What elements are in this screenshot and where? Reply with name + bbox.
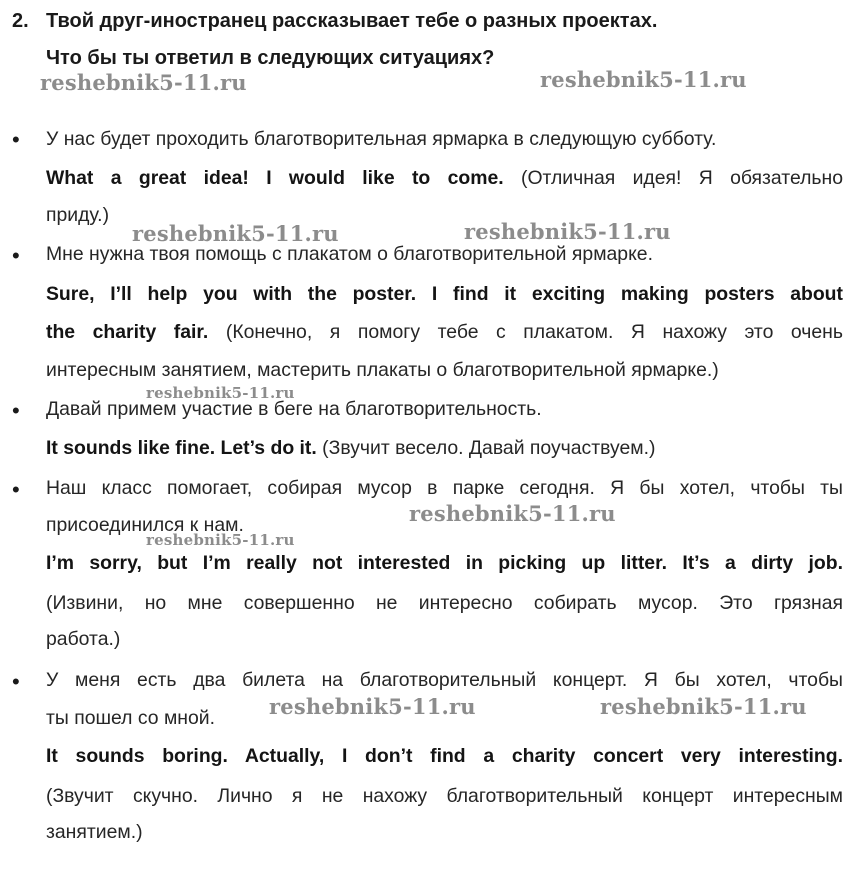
item-4-statement-b: присоединился к нам. bbox=[46, 514, 244, 536]
item-3-translation: (Звучит весело. Давай поучаствуем.) bbox=[316, 437, 656, 459]
item-2-answer-en-b: the charity fair. bbox=[46, 321, 209, 343]
item-5-statement-a: У меня есть два билета на благотворительный концерт. Я бы хотел, чтобы bbox=[46, 669, 843, 691]
item-2-answer-line-2 bbox=[46, 320, 843, 344]
task-number: 2. bbox=[12, 10, 29, 32]
bullet-1: • bbox=[12, 127, 20, 152]
item-5-translation-b: занятием.) bbox=[46, 821, 143, 843]
item-4-statement-a: Наш класс помогает, собирая мусор в парке сегодня. Я бы хотел, чтобы ты bbox=[46, 477, 843, 499]
item-1-answer-line-1 bbox=[46, 166, 843, 190]
item-3-answer-line bbox=[46, 436, 843, 460]
watermark: reshebnik5-11.ru bbox=[269, 694, 476, 719]
task-heading-line-1: Твой друг-иностранец рассказывает тебе о разных проектах. bbox=[46, 10, 658, 32]
item-4-answer-en: I’m sorry, but I’m really not interested in picking up litter. It’s a dirty job. bbox=[46, 552, 843, 574]
item-5-answer-en: It sounds boring. Actually, I don’t find a charity concert very interesting. bbox=[46, 745, 843, 767]
watermark: reshebnik5-11.ru bbox=[146, 531, 295, 549]
item-5-statement-b: ты пошел со мной. bbox=[46, 707, 216, 729]
bullet-4: • bbox=[12, 477, 20, 502]
watermark: reshebnik5-11.ru bbox=[600, 694, 807, 719]
item-2-statement: Мне нужна твоя помощь с плакатом о благотворительной ярмарке. bbox=[46, 243, 653, 265]
item-4-translation-b: работа.) bbox=[46, 628, 121, 650]
bullet-5: • bbox=[12, 669, 20, 694]
watermark: reshebnik5-11.ru bbox=[540, 67, 747, 92]
item-1-statement: У нас будет проходить благотворительная ярмарка в следующую субботу. bbox=[46, 128, 717, 150]
watermark: reshebnik5-11.ru bbox=[464, 219, 671, 244]
item-1-translation-a: (Отличная идея! Я обязательно bbox=[503, 167, 843, 189]
watermark: reshebnik5-11.ru bbox=[409, 501, 616, 526]
item-2-translation-b: интересным занятием, мастерить плакаты о благотворительной ярмарке.) bbox=[46, 359, 719, 381]
item-2-answer-line-1: Sure, I’ll help you with the poster. I find it exciting making posters about bbox=[46, 283, 843, 305]
item-1-answer-en: What a great idea! I would like to come. bbox=[46, 167, 504, 189]
item-2-translation-a: (Конечно, я помогу тебе с плакатом. Я нахожу это очень bbox=[208, 321, 843, 343]
item-3-answer-en: It sounds like fine. Let’s do it. bbox=[46, 437, 317, 459]
watermark: reshebnik5-11.ru bbox=[146, 384, 295, 402]
bullet-2: • bbox=[12, 243, 20, 268]
item-3-statement: Давай примем участие в беге на благотворительность. bbox=[46, 398, 542, 420]
watermark: reshebnik5-11.ru bbox=[132, 221, 339, 246]
item-1-translation-b: приду.) bbox=[46, 204, 110, 226]
bullet-3: • bbox=[12, 398, 20, 423]
item-4-translation-a: (Извини, но мне совершенно не интересно собирать мусор. Это грязная bbox=[46, 592, 843, 614]
task-heading-line-2: Что бы ты ответил в следующих ситуациях? bbox=[46, 47, 495, 69]
item-5-translation-a: (Звучит скучно. Лично я не нахожу благотворительный концерт интересным bbox=[46, 785, 843, 807]
watermark: reshebnik5-11.ru bbox=[40, 70, 247, 95]
